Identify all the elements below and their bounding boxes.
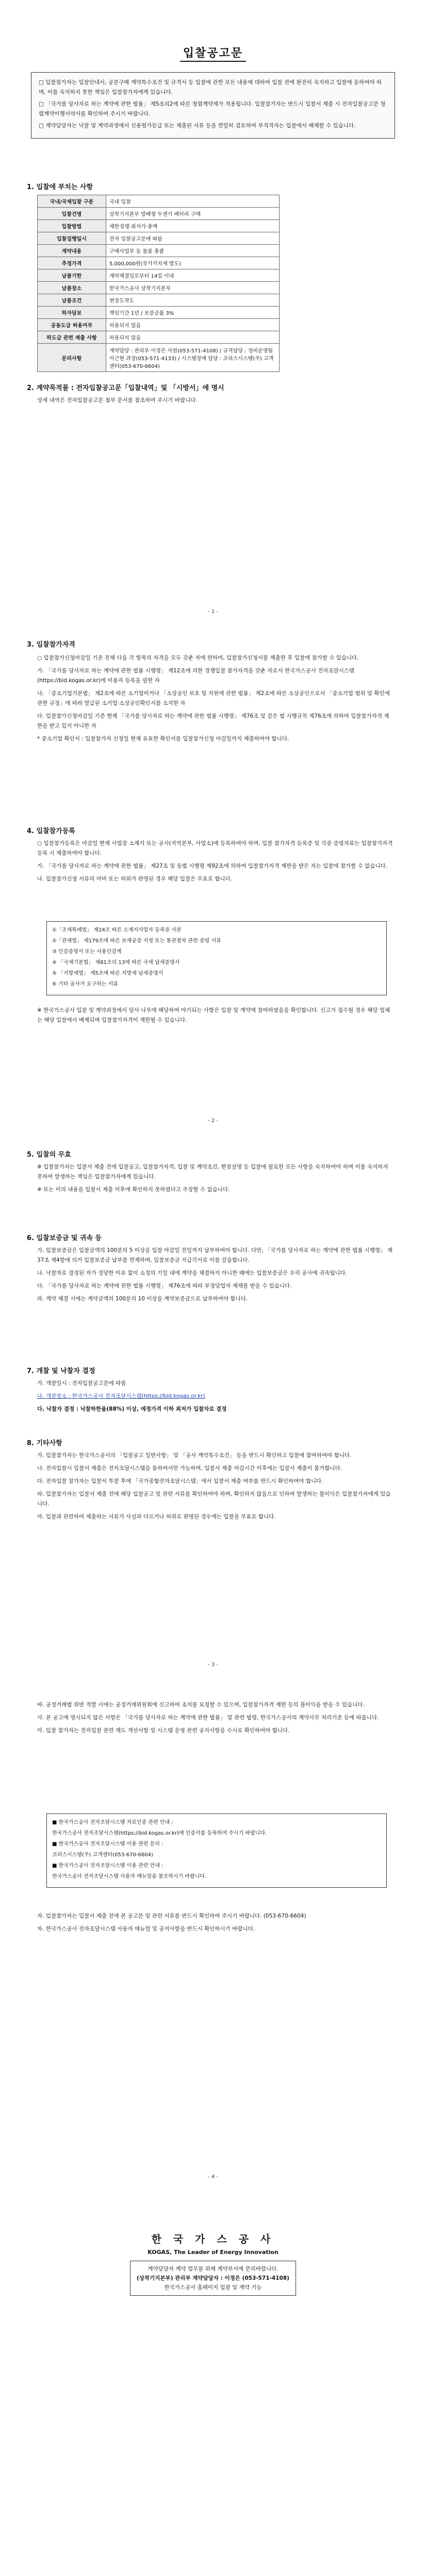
paragraph: 가. 입찰참가자는 한국가스공사의 「입찰공고 일반사항」 및 「공사 계약특수조건」 등을 반드시 확인하고 입찰에 참여하여야 합니다. — [37, 1452, 352, 1459]
paragraph: 다. 낙찰자 결정 : 낙찰하한율(88%) 이상, 예정가격 이하 최저가 입찰자로 결정 — [37, 1406, 227, 1412]
paragraph: 가. 개찰일시 : 전자입찰공고문에 따름 — [37, 1380, 126, 1386]
paragraph: 나. 전자입찰시 입찰서 제출은 전자조달시스템을 통하여서만 가능하며, 입찰서 제출 마감시간 이후에는 입찰서 제출이 불가합니다. — [37, 1465, 342, 1471]
paragraph-link — [37, 1392, 393, 1401]
row-key: 납품조건 — [38, 294, 106, 307]
row-key: 입찰집행일시 — [38, 232, 106, 245]
contact-line: (상착기지본부) 관리부 계약담당자 : 이정은 (053-571-4108) — [137, 2275, 289, 2281]
row-key: 하도급 관련 제출 사항 — [38, 331, 106, 344]
row-value: 허용되지 않음 — [106, 331, 280, 344]
paragraph: 가. 입찰보증금은 입찰금액의 100분의 5 이상을 입찰 마감일 전일까지 납부하여야 합니다. 다만, 「국가를 당사자로 하는 계약에 관한 법률 시행령」 제37조 제4항에 의거 입찰보증금 납부를 면제하며, 입찰보증금 지급각서로 이를 갈음합니다. — [37, 1247, 393, 1263]
contact-line: 한국가스공사 홈페이지 입찰 및 계약 기능 — [164, 2284, 262, 2291]
paragraph: 상세 내역은 전자입찰공고문 첨부 문서를 참조하여 주시기 바랍니다. — [37, 397, 198, 403]
list-item: 한국가스공사 전자조달시스템 사용자 매뉴얼을 참조하시기 바랍니다. — [52, 1874, 207, 1879]
table-row — [38, 257, 280, 269]
table-row — [38, 208, 280, 220]
list-item: ②「관세법」 제179조에 따른 보세공장 지정 또는 통관절차 관련 증빙 서류 — [52, 938, 221, 944]
system-guide-box — [46, 1814, 387, 1888]
page-number: - 2 - — [208, 1118, 218, 1124]
paragraph: 차. 한국가스공사 전자조달시스템 사용자 매뉴얼 및 공지사항을 반드시 확인하시기 바랍니다. — [37, 1926, 255, 1932]
kogas-bid-link[interactable]: 나. 개찰장소 : 한국가스공사 전자조달시스템(https://bid.kogas.or.kr) — [37, 1393, 205, 1399]
list-item: ①「조세특례법」 제24조 따른 소재지사업자 등록증 사본 — [52, 927, 182, 933]
section-heading-3: 3. 입찰참가자격 — [27, 641, 75, 649]
row-key: 입찰방법 — [38, 220, 106, 232]
page-number: - 4 - — [208, 2174, 218, 2180]
footer — [0, 2231, 426, 2296]
section-9-notes — [37, 1911, 393, 1937]
row-key: 문의사항 — [38, 344, 106, 372]
paragraph: 다. 전자입찰 참가자는 입찰서 투찰 후에 「국가종합전자조달시스템」에서 입찰서 제출 여부를 반드시 확인하여야 합니다. — [37, 1478, 323, 1484]
contact-line: 계약담당자 계약 업무를 위해 계약부서에 문의바랍니다. — [148, 2266, 278, 2272]
row-value: 전자 입찰공고문에 따름 — [106, 232, 280, 245]
row-value: 계약담당 : 관리부 이정은 사원(053-571-4108) / 규격담당 : 정비운영팀 이근현 과장(053-571-4133) / 시스템장애 담당 : 코리스시스템(주) 고객센터(053-670-6604) — [106, 344, 280, 372]
organization-slogan: KOGAS, The Leader of Energy Innovation — [148, 2249, 278, 2256]
paragraph: ○ 입찰참가등록은 마감일 현재 사업장 소재지 또는 공사(지역본부, 사업소)에 등록하여야 하며, 입찰 참가자격 등록증 및 각종 증빙자료는 입찰참가자격 등록 시 제출하여야 합니다. — [37, 840, 393, 856]
notice-item: □ 계약담당자는 낙찰 및 계약과정에서 신용평가등급 또는 제출된 서류 등을 면밀히 검토하여 부적격자는 입찰에서 배제할 수 있습니다. — [39, 123, 356, 129]
section-heading-5: 5. 입찰의 무효 — [27, 1151, 71, 1159]
list-item: ■ 한국가스공사 전자조달시스템 이용 관련 문의 : — [52, 1841, 163, 1847]
table-row — [38, 220, 280, 232]
table-row — [38, 294, 280, 307]
row-key: 추정가격 — [38, 257, 106, 269]
paragraph: 라. 입찰참가자는 입찰서 제출 전에 해당 입찰공고 및 관련 서류를 확인하여야 하며, 확인하지 않음으로 인하여 발생하는 불이익은 입찰참가자에게 있습니다. — [37, 1491, 391, 1507]
bid-info-table — [37, 195, 280, 372]
paragraph: 아. 입찰 참가자는 전자입찰 관련 제도 개선사항 및 시스템 운영 관련 공지사항을 수시로 확인하여야 합니다. — [37, 1727, 290, 1734]
row-key: 국내/국제입찰 구분 — [38, 195, 106, 208]
paragraph: 마. 입찰과 관련하여 제출하는 서류가 사실과 다르거나 허위로 판명된 경우에는 입찰을 무효로 합니다. — [37, 1514, 276, 1520]
section-6-body — [37, 1246, 393, 1307]
section-heading-8: 8. 기타사항 — [27, 1439, 62, 1447]
notice-item: □ 「국가를 당사자로 하는 계약에 관한 법률」 제5조의2에 따른 청렴계약제가 적용됩니다. 입찰참가자는 반드시 입찰서 제출 시 전자입찰공고문 청렴계약이행서약서를 확인하여 주시기 바랍니다. — [39, 101, 386, 117]
row-key: 계약내용 — [38, 245, 106, 257]
section-heading-1: 1. 입찰에 부치는 사항 — [27, 183, 93, 191]
row-value: 국내 입찰 — [106, 195, 280, 208]
paragraph: * 중소기업 확인서 : 입찰참가자 신청일 현재 유효한 확인서를 입찰참가신청 마감일까지 제출하여야 합니다. — [37, 736, 289, 742]
row-value: 허용되지 않음 — [106, 319, 280, 331]
table-row — [38, 331, 280, 344]
page-number: - 1 - — [208, 609, 218, 615]
list-item: ⑤ 「지방세법」 제5조에 따른 지방세 납세증명서 — [52, 971, 163, 976]
paragraph: 나. 입찰참가신청 서류의 미비 또는 허위가 판명된 경우 해당 입찰은 무효로 합니다. — [37, 876, 233, 882]
table-row — [38, 282, 280, 294]
paragraph: ※ 한국가스공사 입찰 및 계약과정에서 당사 나무에 해당하여 야기되는 사항은 입찰 및 계약에 참여하였음을 확인합니다. 신고가 접수될 경우 해당 업체는 해당 입찰에서 배제되며 입찰참가자격이 제한될 수 있습니다. — [37, 1007, 390, 1023]
row-value: 책임기간 1년 / 보증금률 3% — [106, 307, 280, 319]
paragraph: 다. 입찰참가신청마감일 기준 현재 「국가를 당사자로 하는 계약에 관한 법률 시행령」 제76조 및 같은 법 시행규칙 제76조에 의하여 입찰참가자격 제한을 받고 있지 아니한 자 — [37, 713, 389, 729]
list-item: ■ 한국가스공사 전자조달시스템 이용 관련 안내 : — [52, 1863, 163, 1869]
section-4-note — [37, 1006, 393, 1028]
paragraph: ※ 입찰참가자는 입찰서 제출 전에 입찰공고, 입찰참가자격, 입찰 및 계약조건, 현장설명 등 입찰에 필요한 모든 사항을 숙지하여야 하며 이를 숙지하지 못하여 발생하는 책임은 입찰참가자에게 있습니다. — [37, 1164, 388, 1180]
table-row — [38, 319, 280, 331]
table-row — [38, 232, 280, 245]
paragraph: ※ 또는 이의 내용을 입찰서 제출 이후에 확인하지 못하였다고 주장할 수 없습니다. — [37, 1187, 230, 1193]
list-item: 한국가스공사 전자조달시스템(https://bid.kogas.or.kr)에 인증서를 등록하여 주시기 바랍니다. — [52, 1831, 267, 1836]
row-key: 입찰건명 — [38, 208, 106, 220]
list-item: ■ 한국가스공사 전자조달시스템 자료인증 관련 안내 : — [52, 1820, 173, 1825]
section-4-body — [37, 839, 393, 887]
table-row — [38, 344, 280, 372]
row-value: 제한경쟁·최저가·총액 — [106, 220, 280, 232]
paragraph: 가. 「국가를 당사자로 하는 계약에 관한 법률」 제27조 및 동법 시행령 제92조에 의하여 입찰참가자격 제한을 받은 자는 입찰에 참가할 수 없습니다. — [37, 863, 388, 869]
required-documents-box — [46, 921, 387, 995]
row-key: 납품장소 — [38, 282, 106, 294]
section-9-body — [37, 1700, 393, 1739]
row-key: 공동도급 허용여부 — [38, 319, 106, 331]
paragraph: 사. 본 공고에 명시되지 않은 사항은 「국가를 당사자로 하는 계약에 관한 법률」 및 관련 법령, 한국가스공사의 계약사무 처리기준 등에 따릅니다. — [37, 1715, 379, 1721]
table-row — [38, 195, 280, 208]
title-text: 입찰공고문 — [180, 47, 246, 62]
section-8-body — [37, 1451, 393, 1525]
paragraph: 나. 낙찰자로 결정된 자가 정당한 이유 없이 소정의 기일 내에 계약을 체결하지 아니한 때에는 입찰보증금은 우리 공사에 귀속됩니다. — [37, 1270, 347, 1276]
organization-name: 한 국 가 스 공 사 — [151, 2233, 275, 2245]
row-value: 현장도착도 — [106, 294, 280, 307]
table-row — [38, 269, 280, 282]
row-value: 상착기지본부 방폐형 두센기 베터리 구매 — [106, 208, 280, 220]
paragraph: ○ 입찰참가신청마감일 기준 전체 다음 각 항목의 자격을 모두 갖춘 자에 한하여, 입찰참가신청서를 제출한 후 입찰에 참가할 수 있습니다. — [37, 655, 359, 661]
paragraph: 가. 「국가를 당사자로 하는 계약에 관한 법률 시행령」 제12조에 의한 경쟁입찰 참가자격을 갖춘 자로서 한국가스공사 전자조달시스템(https://bid.kogas.or.kr)에 이용자 등록을 필한 자 — [37, 668, 355, 684]
section-heading-6: 6. 입찰보증금 및 귀속 등 — [27, 1234, 102, 1242]
page-number: - 3 - — [208, 1662, 218, 1668]
paragraph: 자. 입찰참가자는 입찰서 제출 전에 본 공고문 및 관련 서류를 반드시 확인하여 주시기 바랍니다. (053-670-6604) — [37, 1913, 306, 1919]
paragraph: 바. 공정거래법 위반 적발 시에는 공정거래위원회에 신고하여 조치를 요청할 수 있으며, 입찰참가자격 제한 등의 불이익을 받을 수 있습니다. — [37, 1702, 365, 1708]
document-title — [0, 44, 426, 60]
section-3-body — [37, 653, 393, 747]
list-item: ⑥ 기타 공사가 요구하는 서류 — [52, 981, 118, 987]
section-heading-7: 7. 개찰 및 낙찰자 결정 — [27, 1367, 95, 1375]
section-heading-2: 2. 계약목적물 : 전자입찰공고문「입찰내역」및 「시방서」에 명시 — [27, 384, 224, 392]
section-heading-4: 4. 입찰참가등록 — [27, 827, 75, 835]
section-7-body — [37, 1379, 393, 1417]
section-2-body — [37, 396, 393, 409]
list-item: ③ 인감증명서 또는 사용인감계 — [52, 949, 122, 955]
paragraph: 다. 「국가를 당사자로 하는 계약에 관한 법률 시행령」 제76조에 따라 부정당업자 제재를 받을 수 있습니다. — [37, 1283, 292, 1289]
section-5-body — [37, 1162, 393, 1198]
row-value: 계약체결일로부터 14일 이내 — [106, 269, 280, 282]
row-value: 구매사업부 등 물품 총괄 — [106, 245, 280, 257]
row-value: 5,000,000원(부가가치세 별도) — [106, 257, 280, 269]
list-item: ④ 「국세기본법」 제81조의 13에 따른 국세 납세증명서 — [52, 960, 180, 965]
row-value: 한국가스공사 상착기지본부 — [106, 282, 280, 294]
table-row — [38, 245, 280, 257]
list-item: 코리스시스템(주) 고객센터(053-670-6604) — [52, 1852, 153, 1858]
row-key: 납품기한 — [38, 269, 106, 282]
notice-item: □ 입찰참가자는 입찰안내서, 공문구매 계약특수조건 및 규격서 등 입찰에 관한 모든 내용에 대하여 입찰 전에 완전히 숙지하고 입찰에 응하여야 하며, 이를 숙지하지 못한 책임은 입찰참가자에게 있습니다. — [39, 79, 382, 95]
row-key: 하자담보 — [38, 307, 106, 319]
paragraph: 나. 「중소기업기본법」 제2조에 따른 소기업이거나 「소상공인 보호 및 지원에 관한 법률」 제2조에 따른 소상공인으로서 「중소기업 범위 및 확인에 관한 규정」에 따라 발급된 소기업·소상공인확인서를 소지한 자 — [37, 690, 390, 706]
contact-box — [130, 2261, 296, 2296]
table-row — [38, 307, 280, 319]
notice-box — [31, 72, 395, 139]
paragraph: 라. 계약 체결 시에는 계약금액의 100분의 10 이상을 계약보증금으로 납부하여야 합니다. — [37, 1296, 248, 1302]
